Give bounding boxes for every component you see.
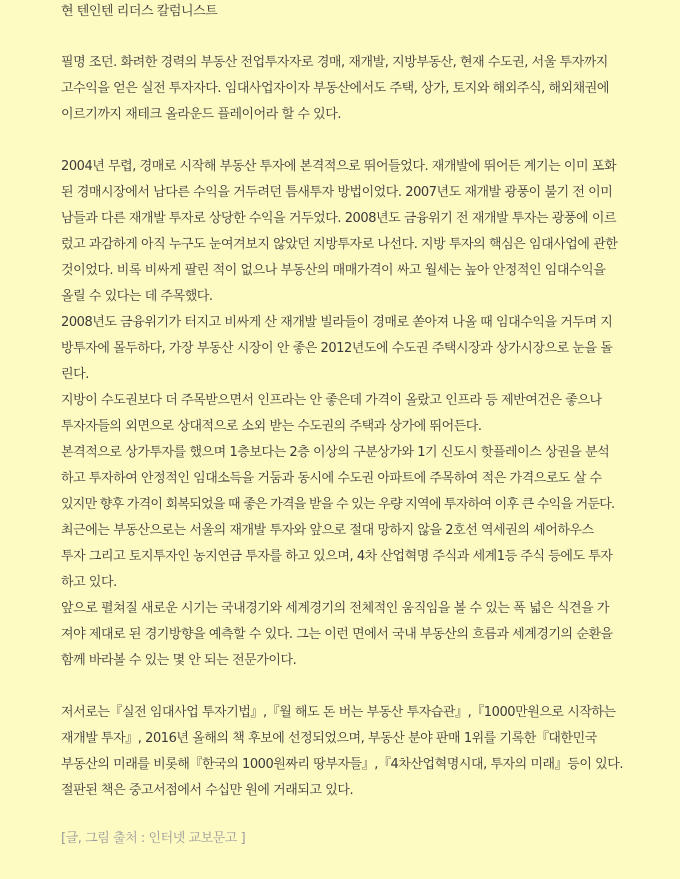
intro-line: 고수익을 얻은 실전 투자자다. 임대사업자이자 부동산에서도 주택, 상가, 토지와 해외주식, 해외채권에: [61, 81, 609, 96]
career-line: 2004년 무렵, 경매로 시작해 부동산 투자에 본격적으로 뛰어들었다. 재개발에 뛰어든 계기는 이미 포화: [61, 159, 617, 174]
career-line: 하고 투자하여 안정적인 임대소득을 거둠과 동시에 수도권 아파트에 주목하여 적은 가격으로도 살 수: [61, 471, 602, 486]
source-caption: [글, 그림 출처 : 인터넷 교보문고 ]: [61, 831, 246, 846]
career-line: 앞으로 펼쳐질 새로운 시기는 국내경기와 세계경기의 전체적인 움직임을 볼 수 있는 폭 넓은 식견을 가: [61, 601, 609, 616]
career-line: 투자자들의 외면으로 상대적으로 소외 받는 수도권의 주택과 상가에 뛰어든다.: [61, 419, 482, 434]
career-line: 함께 바라볼 수 있는 몇 안 되는 전문가이다.: [61, 653, 297, 668]
header-title: 현 텐인텐 리더스 칼럼니스트: [61, 4, 218, 19]
intro-line: 필명 조던. 화려한 경력의 부동산 전업투자자로 경매, 재개발, 지방부동산, 현재 수도권, 서울 투자까지: [61, 55, 608, 70]
career-line: 렀고 과감하게 아직 누구도 눈여겨보지 않았던 지방투자로 나선다. 지방 투자의 핵심은 임대사업에 관한: [61, 237, 618, 252]
career-line: 남들과 다른 재개발 투자로 상당한 수익을 거두었다. 2008년도 금융위기 전 재개발 투자는 광풍에 이르: [61, 211, 617, 226]
career-line: 린다.: [61, 367, 89, 382]
career-line: 올릴 수 있다는 데 주목했다.: [61, 289, 213, 304]
intro-line: 이르기까지 재테크 올라운드 플레이어라 할 수 있다.: [61, 107, 342, 122]
books-line: 재개발 투자』, 2016년 올해의 책 후보에 선정되었으며, 부동산 분야 판매 1위를 기록한『대한민국: [61, 731, 597, 746]
career-line: 지방이 수도권보다 더 주목받으면서 인프라는 안 좋은데 가격이 올랐고 인프라 등 제반여건은 좋으나: [61, 393, 602, 408]
books-line: 저서로는『실전 임대사업 투자기법』,『월 해도 돈 버는 부동산 투자습관』,『1000만원으로 시작하는: [61, 705, 616, 720]
career-line: 최근에는 부동산으로는 서울의 재개발 투자와 앞으로 절대 망하지 않을 2호선 역세권의 셰어하우스: [61, 523, 594, 538]
books-line: 부동산의 미래를 비롯해『한국의 1000원짜리 땅부자들』,『4차산업혁명시대, 투자의 미래』등이 있다.: [61, 757, 624, 772]
career-line: 것이었다. 비록 비싸게 팔린 적이 없으나 부동산의 매매가격이 싸고 월세는 높아 안정적인 임대수익을: [61, 263, 606, 278]
career-line: 본격적으로 상가투자를 했으며 1층보다는 2층 이상의 구분상가와 1기 신도시 핫플레이스 상권을 분석: [61, 445, 610, 460]
career-line: 2008년도 금융위기가 터지고 비싸게 산 재개발 빌라들이 경매로 쏟아져 나올 때 임대수익을 거두며 지: [61, 315, 613, 330]
career-line: 져야 제대로 된 경기방향을 예측할 수 있다. 그는 이런 면에서 국내 부동산의 흐름과 세계경기의 순환을: [61, 627, 613, 642]
career-line: 된 경매시장에서 남다른 수익을 거두려던 틈새투자 방법이었다. 2007년도 재개발 광풍이 불기 전 이미: [61, 185, 613, 200]
career-line: 투자 그리고 토지투자인 농지연금 투자를 하고 있으며, 4차 산업혁명 주식과 세계1등 주식 등에도 투자: [61, 549, 613, 564]
career-line: 있지만 향후 가격이 회복되었을 때 좋은 가격을 받을 수 있는 우량 지역에 투자하여 이후 큰 수익을 거둔다.: [61, 497, 615, 512]
books-line: 절판된 책은 중고서점에서 수십만 원에 거래되고 있다.: [61, 783, 354, 798]
career-line: 하고 있다.: [61, 575, 117, 590]
career-line: 방투자에 몰두하다, 가장 부동산 시장이 안 좋은 2012년도에 수도권 주택시장과 상가시장으로 눈을 돌: [61, 341, 613, 356]
